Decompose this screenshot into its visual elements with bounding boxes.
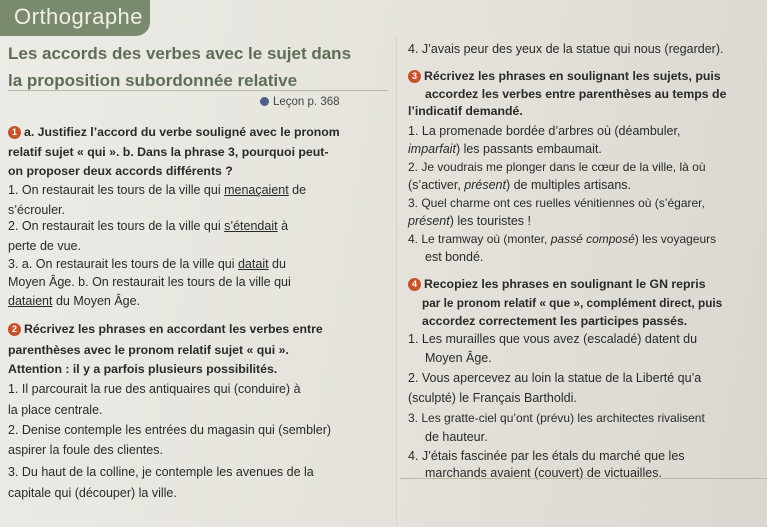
exercise-3-item-2-line2 (408, 178, 631, 192)
exercise-3-item-4-line2: est bondé. (425, 250, 484, 264)
exercise-3-item-1-tense: imparfait (408, 142, 456, 156)
exercise-2-instruction-line1 (8, 322, 323, 336)
sentence-2-line1 (8, 219, 288, 233)
section-tab (0, 0, 150, 36)
exercise-3-badge: 3 (408, 70, 421, 83)
arrow-bullet-icon (260, 97, 269, 106)
exercise-2-instruction-line2: parenthèses avec le pronom relatif sujet « qui ». (8, 343, 289, 357)
exercise-2-item-1-line1: 1. Il parcourait la rue des antiquaires qui (conduire) à (8, 382, 301, 396)
exercise-3-item-4-tense: passé composé (550, 232, 635, 246)
exercise-1-instruction-line3: on proposer deux accords différents ? (8, 164, 233, 178)
exercise-4-item-3-line1: 3. Les gratte-ciel qu’ont (prévu) les architectes rivalisent (408, 411, 705, 425)
exercise-1-instruction-line2: relatif sujet « qui ». b. Dans la phrase 3, pourquoi peut- (8, 145, 329, 159)
sentence-1-post: de (288, 183, 307, 197)
exercise-3-item-4-line1 (408, 232, 716, 246)
sentence-2-pre: 2. On restaurait les tours de la ville qui (8, 219, 225, 233)
exercise-3-item-3-line2 (408, 214, 531, 228)
column-divider (396, 36, 397, 526)
sentence-3a (8, 257, 286, 271)
exercise-2-item-2-line1: 2. Denise contemple les entrées du magasin qui (sembler) (8, 423, 332, 437)
bottom-divider (400, 478, 767, 479)
exercise-4-item-4-line2: marchands avaient (couvert) de victuailles. (425, 466, 662, 480)
exercise-3-instruction-line3: l’indicatif demandé. (408, 104, 523, 118)
exercise-2-item-3-line2: capitale qui (découper) la ville. (8, 486, 177, 500)
exercise-3-item-1-line2 (408, 142, 602, 156)
exercise-2-text-1: Récrivez les phrases en accordant les verbes entre (24, 322, 323, 336)
exercise-3-item-2-tense: présent (464, 178, 506, 192)
exercise-3-item-3-post: ) les touristes ! (449, 214, 531, 228)
exercise-2-attention: Attention : il y a parfois plusieurs possibilités. (8, 362, 278, 376)
sentence-2-post: à (277, 219, 289, 233)
exercise-4-instruction-line3: accordez correctement les participes passés. (422, 314, 688, 328)
exercise-2-item-3-line1: 3. Du haut de la colline, je contemple les avenues de la (8, 465, 314, 479)
exercise-3-instruction-line2: accordez les verbes entre parenthèses au temps de (425, 87, 727, 101)
exercise-3-item-4-post: ) les voyageurs (634, 232, 717, 246)
exercise-3-item-2-post: ) de multiples artisans. (505, 178, 632, 192)
exercise-3-item-4-pre: 4. Le tramway où (monter, (408, 232, 551, 246)
sentence-3c (8, 294, 140, 308)
exercise-2-badge: 2 (8, 323, 21, 336)
exercise-4-instruction-line2: par le pronom relatif « que », complément direct, puis (422, 296, 723, 310)
exercise-4-item-3-line2: de hauteur. (425, 430, 488, 444)
exercise-4-item-2-line2: (sculpté) le Français Bartholdi. (408, 391, 577, 405)
exercise-3-item-1-line1: 1. La promenade bordée d’arbres où (déambuler, (408, 124, 681, 138)
lesson-title-line2: la proposition subordonnée relative (8, 71, 298, 90)
exercise-3-item-2-pre: (s’activer, (408, 178, 465, 192)
sentence-3c-post: du Moyen Âge. (52, 294, 141, 308)
sentence-1-line2: s’écrouler. (8, 203, 65, 217)
sentence-2-verb: s’étendait (224, 219, 278, 233)
sentence-1-verb: menaçaient (224, 183, 289, 197)
exercise-4-text-1: Recopiez les phrases en soulignant le GN repris (424, 277, 706, 291)
exercise-1-badge: 1 (8, 126, 21, 139)
exercise-4-item-1-line2: Moyen Âge. (425, 351, 492, 365)
sentence-2-line2: perte de vue. (8, 239, 81, 253)
lesson-reference[interactable] (260, 96, 340, 108)
lesson-reference-text: Leçon p. 368 (273, 96, 340, 108)
sentence-3a-pre: 3. a. On restaurait les tours de la ville qui (8, 257, 238, 271)
exercise-2-item-1-line2: la place centrale. (8, 403, 103, 417)
exercise-3-text-1: Récrivez les phrases en soulignant les sujets, puis (424, 69, 721, 83)
exercise-4-item-2-line1: 2. Vous apercevez au loin la statue de la Liberté qu’a (408, 371, 702, 385)
sentence-3a-verb: datait (237, 257, 269, 271)
exercise-4-badge: 4 (408, 278, 421, 291)
sentence-1-pre: 1. On restaurait les tours de la ville qui (8, 183, 225, 197)
sentence-3b: Moyen Âge. b. On restaurait les tours de la ville qui (8, 275, 291, 289)
lesson-title (8, 40, 388, 94)
lesson-title-line1: Les accords des verbes avec le sujet dans (8, 44, 352, 63)
exercise-3-instruction-line1 (408, 69, 721, 83)
exercise-3-item-3-line1: 3. Quel charme ont ces ruelles vénitiennes où (s’égarer, (408, 196, 705, 210)
sentence-3c-verb: dataient (8, 294, 53, 308)
exercise-4-instruction-line1 (408, 277, 706, 291)
exercise-2-item-2-line2: aspirer la foule des clientes. (8, 443, 163, 457)
exercise-1-text-1: a. Justifiez l’accord du verbe souligné avec le pronom (24, 125, 340, 139)
exercise-3-item-1-post: ) les passants embaumait. (455, 142, 602, 156)
sentence-1-line1 (8, 183, 306, 197)
exercise-1-instruction-line1 (8, 125, 340, 139)
exercise-4-item-4-line1: 4. J’étais fascinée par les étals du marché que les (408, 449, 685, 463)
title-divider (8, 90, 388, 91)
exercise-prev-item-4: 4. J’avais peur des yeux de la statue qui nous (regarder). (408, 42, 724, 56)
exercise-3-item-2-line1: 2. Je voudrais me plonger dans le cœur de la ville, là où (408, 160, 706, 174)
exercise-4-item-1-line1: 1. Les murailles que vous avez (escaladé) datent du (408, 332, 698, 346)
exercise-3-item-3-tense: présent (408, 214, 450, 228)
sentence-3a-post: du (268, 257, 286, 271)
section-tab-label: Orthographe (14, 4, 144, 29)
